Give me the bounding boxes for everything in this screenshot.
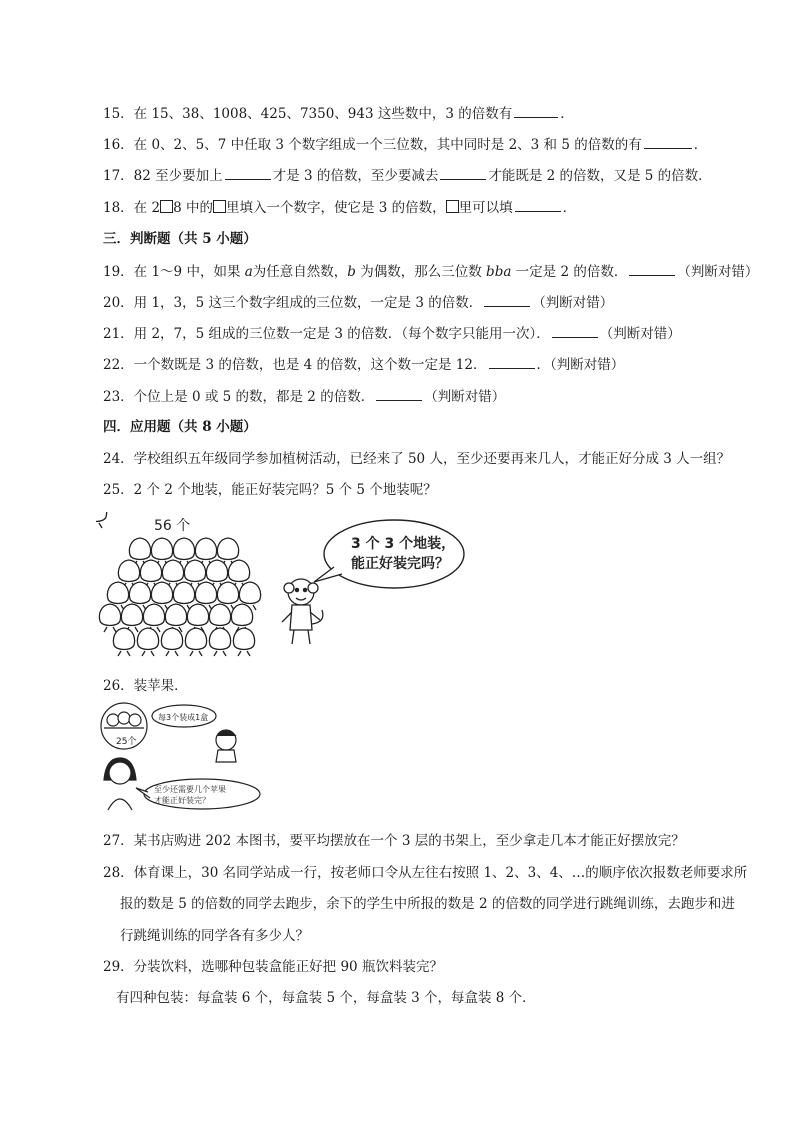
question-28-line-3: 行跳绳训练的同学各有多少人？ (120, 928, 309, 944)
question-17: 17．82 至少要加上 才是 3 的倍数，至少要减去 才能既是 2 的倍数，又是 5 的倍数． (103, 168, 712, 184)
question-28-line-2: 报的数是 5 的倍数的同学去跑步，余下的学生中所报的数是 2 的倍数的同学进行跳绳训练，去跑步和进 (120, 896, 735, 912)
answer-blank[interactable] (484, 293, 530, 307)
girl-icon (104, 758, 136, 810)
answer-blank[interactable] (629, 262, 675, 276)
answer-blank[interactable] (644, 135, 692, 149)
question-28-line-1: 28．体育课上，30 名同学站成一行，按老师口令从左往右按照 1、2、3、4、…的顺序依次报数老师要求所 (103, 865, 748, 881)
question-15: 15．在 15、38、1008、425、7350、943 这些数中，3 的倍数有 ． (103, 106, 574, 122)
question-19: 19．在 1～9 中，如果 a为任意自然数，b 为偶数，那么三位数 bba 一定是 2 的倍数． （判断对错） (103, 264, 759, 280)
speech-bubble (314, 520, 464, 588)
answer-blank[interactable] (489, 355, 535, 369)
question-29: 29．分装饮料，选哪种包装盒能正好把 90 瓶饮料装完？ (103, 959, 443, 975)
empty-box-icon (160, 200, 173, 213)
empty-box-icon (213, 200, 226, 213)
basket-label: 25个 (116, 737, 137, 747)
question-29-options: 有四种包装：每盒装 6 个，每盒装 5 个，每盒装 3 个，每盒装 8 个． (116, 990, 536, 1006)
question-26: 26．装苹果． (103, 678, 188, 694)
section-title-application: 四．应用题（共 8 小题） (103, 419, 257, 435)
question-21: 21．用 2，7，5 组成的三位数一定是 3 的倍数．（每个数字只能用一次）． （判断对错） (103, 326, 681, 342)
bubble-line-2: 能正好装完吗？ (351, 556, 449, 572)
question-22: 22．一个数既是 3 的倍数，也是 4 的倍数，这个数一定是 12． ．（判断对错） (103, 357, 625, 373)
question-20: 20．用 1，3，5 这三个数字组成的三位数，一定是 3 的倍数． （判断对错） (103, 295, 614, 311)
question-23: 23．个位上是 0 或 5 的数，都是 2 的倍数． （判断对错） (103, 389, 506, 405)
bubble-bottom-line-2: 才能正好装完？ (154, 796, 210, 805)
answer-blank[interactable] (376, 387, 422, 401)
answer-blank[interactable] (514, 104, 558, 118)
bubble-top-text: 每3个装成1盒 (158, 713, 209, 722)
question-25: 25．2 个 2 个地装，能正好装完吗？5 个 5 个地装呢？ (103, 482, 437, 498)
question-16: 16．在 0、2、5、7 中任取 3 个数字组成一个三位数，其中同时是 2、3 和 5 的倍数的有 ． (103, 137, 708, 153)
answer-blank[interactable] (225, 166, 271, 180)
question-18: 18．在 2 8 中的 里填入一个数字，使它是 3 的倍数， 里可以填 ． (103, 200, 577, 216)
empty-box-icon (446, 200, 459, 213)
answer-blank[interactable] (552, 324, 598, 338)
boy-icon (216, 730, 236, 762)
bubble-bottom-line-1: 至少还需要几个苹果 (154, 785, 226, 794)
answer-blank[interactable] (440, 166, 486, 180)
figure-peaches-monkey (96, 512, 476, 662)
monkey-icon (282, 579, 323, 644)
figure-apples (96, 700, 266, 812)
section-title-judge: 三．判断题（共 5 小题） (103, 231, 257, 247)
question-27: 27．某书店购进 202 本图书，要平均摆放在一个 3 层的书架上，至少拿走几本才能正好摆放完？ (103, 833, 685, 849)
answer-blank[interactable] (515, 198, 561, 212)
peach-count-label: 56 个 (154, 518, 191, 534)
bubble-line-1: 3 个 3 个地装， (351, 536, 456, 552)
question-24: 24．学校组织五年级同学参加植树活动，已经来了 50 人，至少还要再来几人，才能正好分成 3 人一组？ (103, 451, 731, 467)
